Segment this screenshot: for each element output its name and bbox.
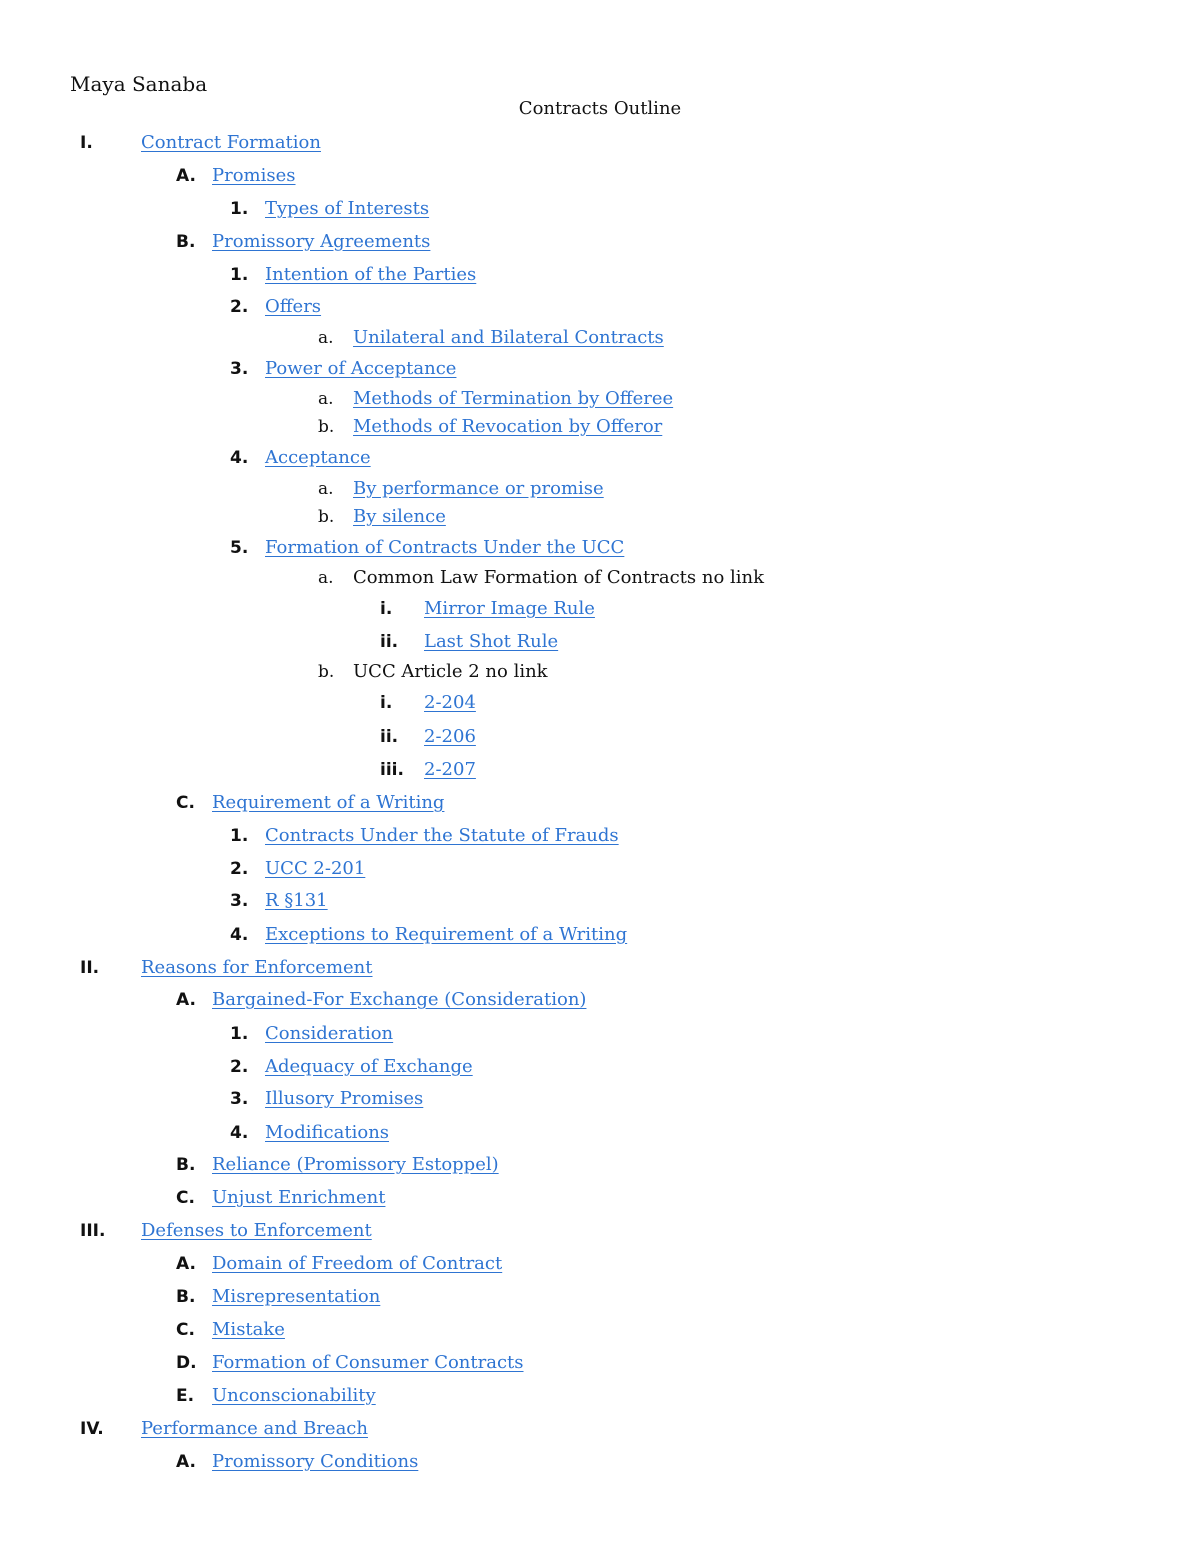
outline-item — [0, 1383, 1200, 1409]
outline-marker: iii. — [380, 760, 404, 780]
outline-link[interactable]: Defenses to Enforcement — [141, 1220, 372, 1241]
outline-marker: A. — [176, 166, 196, 186]
outline-item — [0, 1350, 1200, 1376]
outline-link[interactable]: Formation of Contracts Under the UCC — [265, 537, 625, 558]
outline-marker: 3. — [230, 891, 249, 911]
outline-link[interactable]: Unilateral and Bilateral Contracts — [353, 327, 664, 348]
outline-link[interactable]: UCC 2-201 — [265, 858, 366, 879]
outline-marker: II. — [80, 958, 100, 978]
outline-link[interactable]: Domain of Freedom of Contract — [212, 1253, 503, 1274]
outline-marker: D. — [176, 1353, 197, 1373]
outline-link[interactable]: Promissory Agreements — [212, 231, 431, 252]
outline-marker: C. — [176, 1188, 195, 1208]
outline-item — [0, 659, 1200, 685]
outline-item — [0, 565, 1200, 591]
outline-link[interactable]: Offers — [265, 296, 322, 317]
outline-item — [0, 130, 1200, 156]
outline-marker: I. — [80, 133, 93, 153]
outline-item — [0, 535, 1200, 561]
outline-item — [0, 724, 1200, 750]
outline-marker: A. — [176, 1452, 196, 1472]
outline-link[interactable]: Reliance (Promissory Estoppel) — [212, 1154, 499, 1175]
outline-item — [0, 790, 1200, 816]
outline-marker: 5. — [230, 538, 249, 558]
outline-item — [0, 196, 1200, 222]
outline-marker: IV. — [80, 1419, 104, 1439]
outline-link[interactable]: Intention of the Parties — [265, 264, 477, 285]
outline-item — [0, 690, 1200, 716]
outline-marker: 2. — [230, 297, 249, 317]
outline-item — [0, 229, 1200, 255]
outline-item — [0, 1449, 1200, 1475]
outline-link[interactable]: Consideration — [265, 1023, 394, 1044]
outline-link[interactable]: Unconscionability — [212, 1385, 376, 1406]
outline-item — [0, 294, 1200, 320]
outline-link[interactable]: Promises — [212, 165, 296, 186]
outline-item — [0, 356, 1200, 382]
author-name: Maya Sanaba — [70, 72, 208, 96]
outline-link[interactable]: Last Shot Rule — [424, 631, 559, 652]
outline-marker: a. — [318, 328, 334, 348]
outline-marker: 3. — [230, 359, 249, 379]
outline-link[interactable]: Requirement of a Writing — [212, 792, 445, 813]
outline-marker: 3. — [230, 1089, 249, 1109]
outline-item — [0, 1251, 1200, 1277]
outline-link[interactable]: Bargained-For Exchange (Consideration) — [212, 989, 587, 1010]
outline-link[interactable]: Promissory Conditions — [212, 1451, 419, 1472]
outline-item — [0, 1284, 1200, 1310]
outline-link[interactable]: Mistake — [212, 1319, 285, 1340]
outline-marker: a. — [318, 479, 334, 499]
outline-item — [0, 1054, 1200, 1080]
outline-item — [0, 504, 1200, 530]
outline-link[interactable]: 2-207 — [424, 759, 476, 780]
outline-marker: C. — [176, 793, 195, 813]
outline-marker: a. — [318, 568, 334, 588]
outline-link[interactable]: Contract Formation — [141, 132, 321, 153]
outline-marker: i. — [380, 693, 393, 713]
outline-link[interactable]: Contracts Under the Statute of Frauds — [265, 825, 619, 846]
outline-marker: E. — [176, 1386, 195, 1406]
outline-item — [0, 888, 1200, 914]
outline-link[interactable]: Acceptance — [265, 447, 371, 468]
outline-link[interactable]: R §131 — [265, 890, 328, 911]
outline-link[interactable]: Reasons for Enforcement — [141, 957, 373, 978]
outline-item — [0, 987, 1200, 1013]
outline-item — [0, 823, 1200, 849]
outline-marker: 1. — [230, 1024, 249, 1044]
outline-marker: B. — [176, 1287, 196, 1307]
outline-marker: 2. — [230, 1057, 249, 1077]
outline-marker: a. — [318, 389, 334, 409]
outline-marker: B. — [176, 232, 196, 252]
outline-item — [0, 1317, 1200, 1343]
outline-link[interactable]: Unjust Enrichment — [212, 1187, 386, 1208]
outline-marker: 1. — [230, 199, 249, 219]
outline-marker: b. — [318, 662, 335, 682]
outline-item — [0, 757, 1200, 783]
outline-link[interactable]: Methods of Termination by Offeree — [353, 388, 674, 409]
outline-link[interactable]: Performance and Breach — [141, 1418, 368, 1439]
outline-marker: b. — [318, 417, 335, 437]
document-title: Contracts Outline — [518, 98, 682, 119]
outline-link[interactable]: By performance or promise — [353, 478, 604, 499]
outline-marker: B. — [176, 1155, 196, 1175]
outline-item — [0, 1152, 1200, 1178]
outline-item — [0, 1120, 1200, 1146]
outline-marker: III. — [80, 1221, 106, 1241]
outline-link[interactable]: Formation of Consumer Contracts — [212, 1352, 524, 1373]
outline-text: Common Law Formation of Contracts no link — [353, 567, 765, 588]
outline-link[interactable]: Modifications — [265, 1122, 390, 1143]
outline-link[interactable]: Methods of Revocation by Offeror — [353, 416, 663, 437]
outline-item — [0, 262, 1200, 288]
outline-link[interactable]: 2-206 — [424, 726, 476, 747]
outline-marker: b. — [318, 507, 335, 527]
outline-marker: 4. — [230, 925, 249, 945]
outline-link[interactable]: 2-204 — [424, 692, 476, 713]
outline-link[interactable]: Illusory Promises — [265, 1088, 424, 1109]
outline-item — [0, 476, 1200, 502]
outline-text: UCC Article 2 no link — [353, 661, 548, 682]
outline-item — [0, 955, 1200, 981]
outline-marker: i. — [380, 599, 393, 619]
outline-marker: A. — [176, 990, 196, 1010]
outline-item — [0, 596, 1200, 622]
outline-item — [0, 386, 1200, 412]
outline-link[interactable]: By silence — [353, 506, 446, 527]
outline-item — [0, 445, 1200, 471]
outline-item — [0, 1416, 1200, 1442]
outline-item — [0, 1218, 1200, 1244]
outline-marker: 1. — [230, 826, 249, 846]
outline-item — [0, 629, 1200, 655]
outline-marker: 4. — [230, 448, 249, 468]
outline-link[interactable]: Mirror Image Rule — [424, 598, 595, 619]
outline-item — [0, 922, 1200, 948]
outline-item — [0, 856, 1200, 882]
outline-link[interactable]: Exceptions to Requirement of a Writing — [265, 924, 628, 945]
outline-link[interactable]: Power of Acceptance — [265, 358, 457, 379]
outline-marker: ii. — [380, 727, 399, 747]
outline-item — [0, 1185, 1200, 1211]
outline-marker: 1. — [230, 265, 249, 285]
outline-marker: 2. — [230, 859, 249, 879]
outline-link[interactable]: Adequacy of Exchange — [265, 1056, 473, 1077]
outline-link[interactable]: Misrepresentation — [212, 1286, 381, 1307]
outline-item — [0, 325, 1200, 351]
outline-item — [0, 414, 1200, 440]
outline-marker: C. — [176, 1320, 195, 1340]
outline-item — [0, 163, 1200, 189]
outline-item — [0, 1021, 1200, 1047]
outline-marker: A. — [176, 1254, 196, 1274]
outline-item — [0, 1086, 1200, 1112]
outline-marker: 4. — [230, 1123, 249, 1143]
outline-marker: ii. — [380, 632, 399, 652]
outline-link[interactable]: Types of Interests — [265, 198, 430, 219]
